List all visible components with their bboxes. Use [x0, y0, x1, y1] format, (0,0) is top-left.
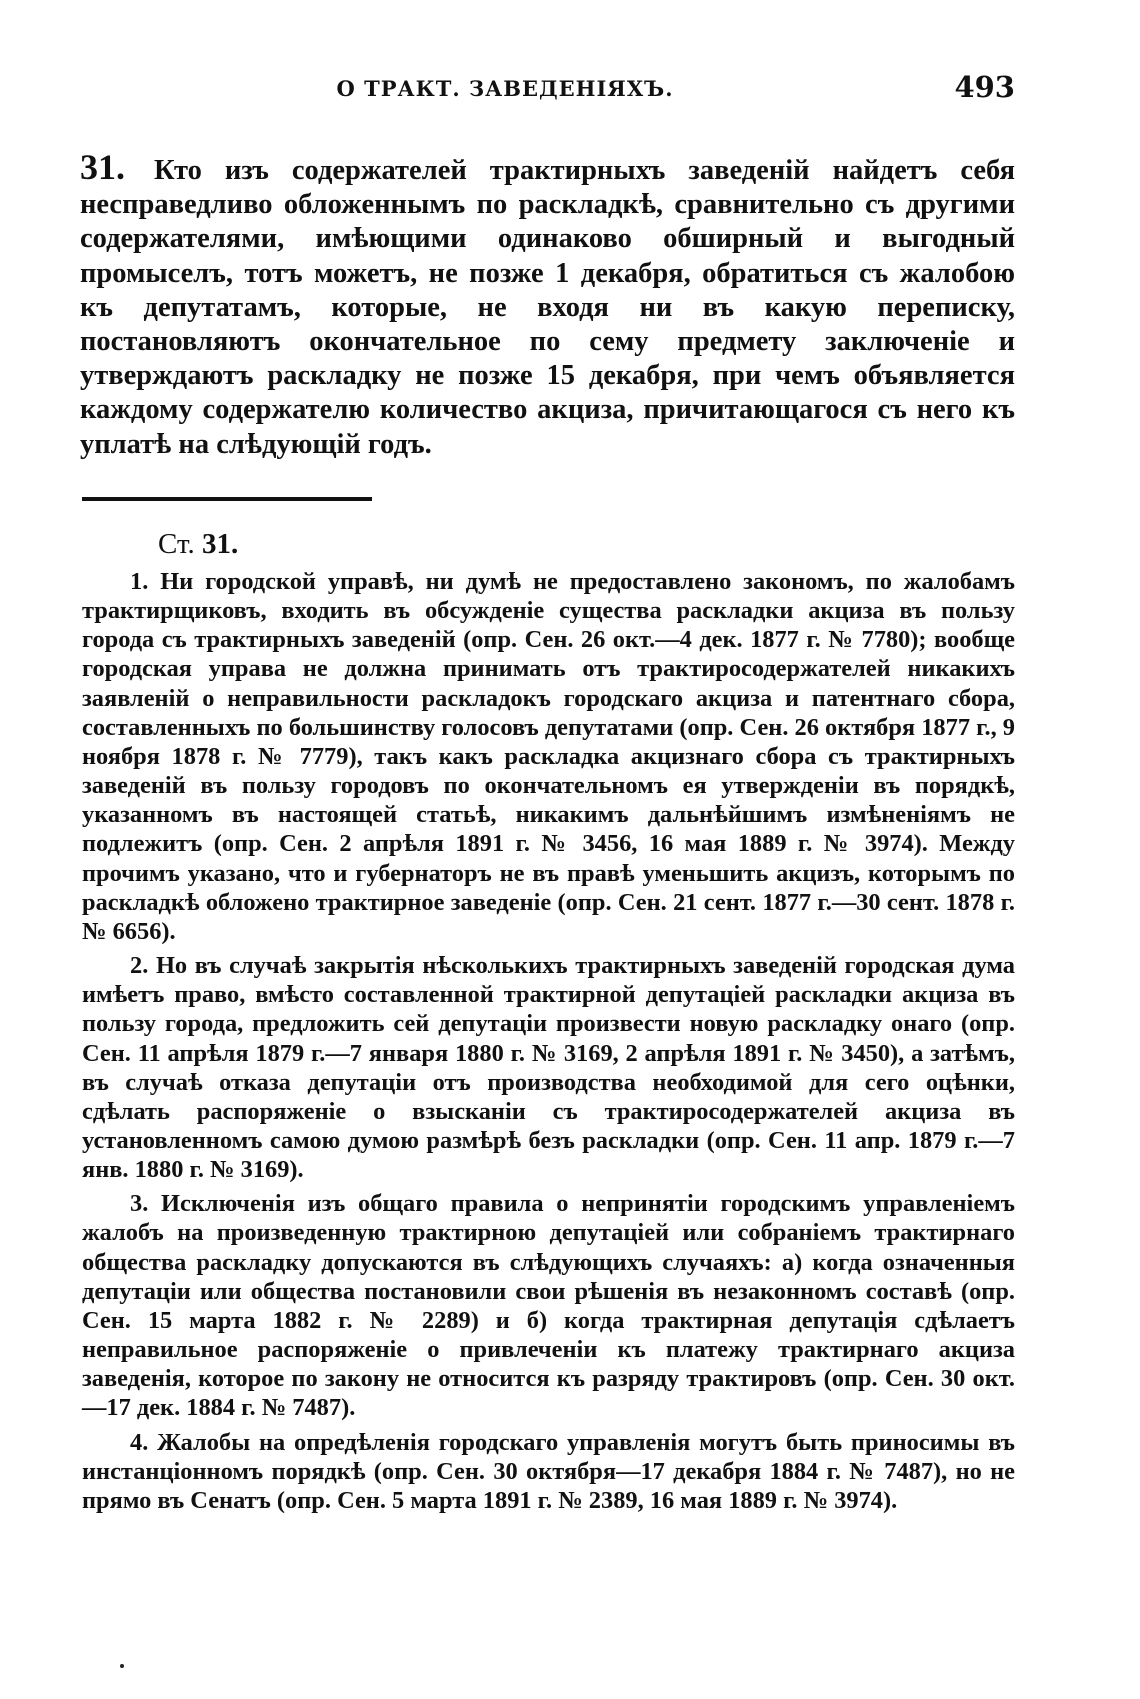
- note-text: Но въ случаѣ закрытія нѣсколькихъ трактирныхъ заведеній городская дума имѣетъ право, вмѣсто составленной трактирной депутаціей раскладки акциза въ пользу города, предложить сей депутаціи произвести новую раскладку онаго (опр. Сен. 11 апрѣля 1879 г.—7 января 1880 г. № 3169, 2 апрѣля 1891 г. № 3450), а затѣмъ, въ случаѣ отказа депутаціи отъ производства необходимой для сего оцѣнки, сдѣлать распоряженіе о взысканіи съ трактиросодержателей акциза въ установленномъ самою думою размѣрѣ безъ раскладки (опр. Сен. 11 апр. 1879 г.—7 янв. 1880 г. № 3169).: [82, 952, 1015, 1184]
- note-number: 1.: [130, 568, 149, 595]
- running-title: О ТРАКТ. ЗАВЕДЕНІЯХЪ.: [336, 76, 674, 101]
- note-text: Жалобы на опредѣленія городскаго управленія могутъ быть приносимы въ инстанціонномъ порядкѣ (опр. Сен. 30 октября—17 декабря 1884 г. № 7487), но не прямо въ Сенатъ (опр. Сен. 5 марта 1891 г. № 2389, 16 мая 1889 г. № 3974).: [82, 1428, 1015, 1514]
- commentary-heading-number: 31.: [201, 528, 239, 560]
- section-divider: [82, 497, 372, 501]
- article-31: [80, 147, 1015, 462]
- commentary-heading: [158, 528, 238, 561]
- commentary-notes: [82, 567, 1015, 1520]
- note-1: [82, 567, 1015, 946]
- note-3: [82, 1189, 1015, 1422]
- note-number: 3.: [130, 1190, 149, 1218]
- article-number: 31.: [80, 147, 125, 187]
- note-text: Исключенія изъ общаго правила о непринятіи городскимъ управленіемъ жалобъ на произведенную трактирною депутаціей или собраніемъ трактирнаго общества раскладку допускаются въ слѣдующихъ случаяхъ: а) когда означенныя депутаціи или общества постановили свои рѣшенія въ незаконномъ составѣ (опр. Сен. 15 марта 1882 г. № 2289) и б) когда трактирная депутація сдѣлаетъ неправильное распоряженіе о привлеченіи къ платежу трактирнаго акциза заведенія, которое по закону не относится къ разряду трактировъ (опр. Сен. 30 окт.—17 дек. 1884 г. № 7487).: [82, 1190, 1015, 1422]
- commentary-heading-prefix: Ст.: [158, 528, 195, 560]
- page-number: 493: [954, 70, 1015, 104]
- note-2: [82, 951, 1015, 1184]
- note-text: Ни городской управѣ, ни думѣ не предоставлено закономъ, по жалобамъ трактирщиковъ, входить въ обсужденіе существа раскладки акциза въ пользу города съ трактирныхъ заведеній (опр. Сен. 26 окт.—4 дек. 1877 г. № 7780); вообще городская управа не должна принимать отъ трактиросодержателей никакихъ заявленій о неправильности раскладокъ городскаго акциза и патентнаго сбора, составленныхъ по большинству голосовъ депутатами (опр. Сен. 26 октября 1877 г., 9 ноября 1878 г. № 7779), такъ какъ раскладка акцизнаго сбора съ трактирныхъ заведеній въ пользу городовъ по окончательномъ ея утвержденіи въ порядкѣ, указанномъ въ настоящей статьѣ, никакимъ дальнѣйшимъ измѣненіямъ не подлежитъ (опр. Сен. 2 апрѣля 1891 г. № 3456, 16 мая 1889 г. № 3974). Между прочимъ указано, что и губернаторъ не въ правѣ уменьшить акцизъ, которымъ по раскладкѣ обложено трактирное заведеніе (опр. Сен. 21 сент. 1877 г.—30 сент. 1878 г. № 6656).: [82, 568, 1015, 945]
- article-text: Кто изъ содержателей трактирныхъ заведеній найдетъ себя несправедливо обложеннымъ по раскладкѣ, сравнительно съ другими содержателями, имѣющими одинаково обширный и выгодный промыселъ, тотъ можетъ, не позже 1 декабря, обратиться съ жалобою къ депутатамъ, которые, не входя ни въ какую переписку, постановляютъ окончательное по сему предмету заключеніе и утверждаютъ раскладку не позже 15 декабря, при чемъ объявляется каждому содержателю количество акциза, причитающагося съ него къ уплатѣ на слѣдующій годъ.: [80, 155, 1015, 460]
- note-number: 2.: [130, 952, 149, 980]
- note-number: 4.: [130, 1428, 149, 1456]
- print-speck: [120, 1664, 124, 1668]
- note-4: [82, 1428, 1015, 1515]
